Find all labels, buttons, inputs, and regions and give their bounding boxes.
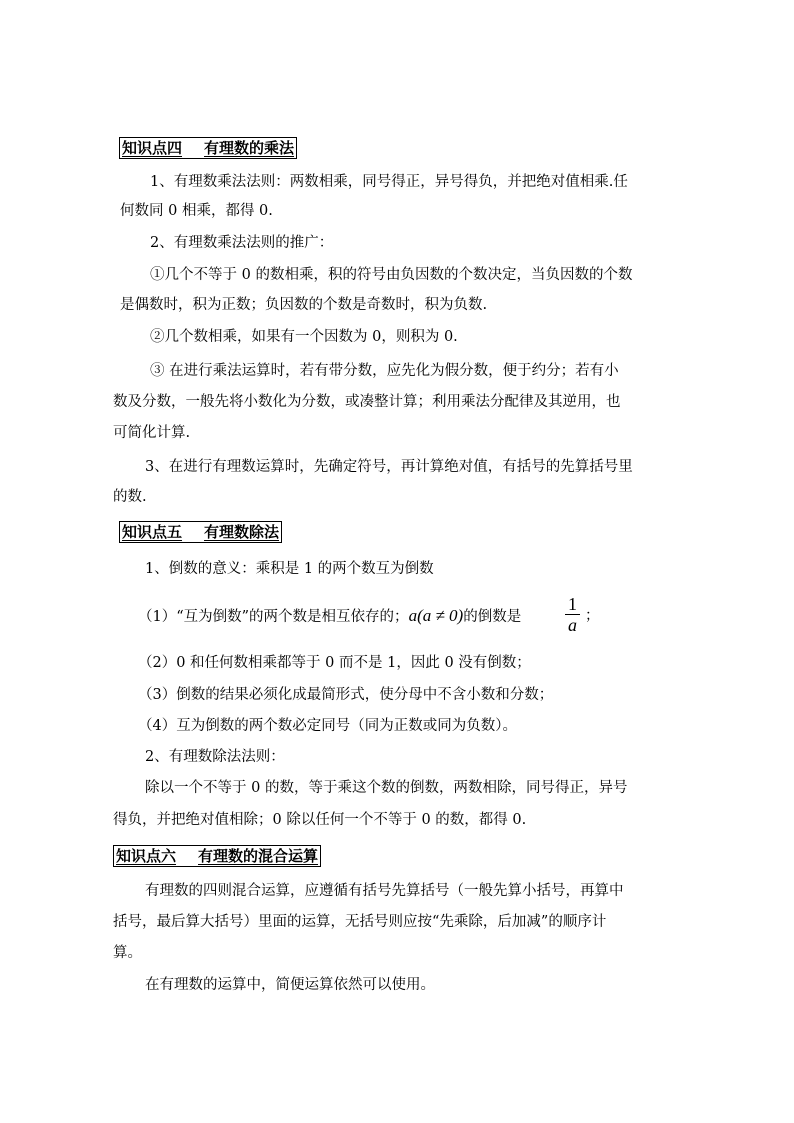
mixed-ops-line1: 有理数的四则混合运算，应遵循有括号先算括号（一般先算小括号，再算中 — [145, 883, 624, 899]
mixed-ops-line3: 算。 — [113, 945, 142, 961]
reciprocal-definition: 1、倒数的意义：乘积是 1 的两个数互为倒数 — [145, 561, 434, 577]
mixed-ops-line2: 括号，最后算大括号）里面的运算，无括号则应按“先乘除，后加减”的顺序计 — [113, 914, 607, 930]
point1-suffix: ； — [585, 608, 600, 624]
section-heading-division — [119, 521, 282, 543]
reciprocal-point-1 — [138, 606, 521, 627]
item3-line2: 数及分数，一般先将小数化为分数，或凑整计算；利用乘法分配律及其逆用，也 — [113, 394, 621, 410]
point1-middle: 的倒数是 — [463, 609, 522, 625]
section-label: 知识点五 — [122, 523, 183, 541]
division-rule-title: 2、有理数除法法则： — [145, 749, 285, 765]
reciprocal-point-4: （4）互为倒数的两个数必定同号（同为正数或同为负数）。 — [138, 718, 517, 734]
section-title: 有理数除法 — [204, 523, 280, 541]
section-title: 有理数的乘法 — [204, 139, 295, 157]
reciprocal-point-2: （2）0 和任何数相乘都等于 0 而不是 1，因此 0 没有倒数； — [138, 655, 531, 671]
fraction-numerator: 1 — [565, 594, 580, 615]
section-label: 知识点六 — [116, 847, 177, 865]
item3-line3: 可简化计算. — [113, 425, 191, 441]
section-label: 知识点四 — [122, 139, 183, 157]
fraction-denominator: a — [568, 615, 577, 635]
rule1-line2: 何数同 0 相乘，都得 0. — [120, 203, 273, 219]
section-heading-multiplication — [119, 137, 297, 159]
rule3-line2: 的数. — [113, 489, 147, 505]
division-rule-line1: 除以一个不等于 0 的数，等于乘这个数的倒数，两数相除，同号得正，异号 — [145, 780, 628, 796]
simplification-note: 在有理数的运算中，简便运算依然可以使用。 — [145, 977, 435, 993]
item2: ②几个数相乘，如果有一个因数为 0，则积为 0. — [150, 329, 458, 345]
item3-line1: ③ 在进行乘法运算时，若有带分数，应先化为假分数，便于约分；若有小 — [150, 363, 619, 379]
rule2-title: 2、有理数乘法法则的推广： — [150, 235, 334, 251]
point1-prefix: （1）“互为倒数”的两个数是相互依存的； — [138, 609, 409, 625]
rule3-line1: 3、在进行有理数运算时，先确定符号，再计算绝对值，有括号的先算括号里 — [145, 459, 633, 475]
item1-line2: 是偶数时，积为正数；负因数的个数是奇数时，积为负数. — [120, 297, 488, 313]
division-rule-line2: 得负，并把绝对值相除；0 除以任何一个不等于 0 的数，都得 0. — [113, 812, 527, 828]
section-heading-mixed-operations — [113, 845, 321, 867]
one-over-a-fraction — [565, 594, 580, 635]
item1-line1: ①几个不等于 0 的数相乘，积的符号由负因数的个数决定，当负因数的个数 — [150, 267, 633, 283]
reciprocal-point-3: （3）倒数的结果必须化成最简形式，使分母中不含小数和分数； — [138, 687, 554, 703]
reciprocal-formula: a(a ≠ 0) — [408, 606, 464, 625]
section-title: 有理数的混合运算 — [198, 847, 319, 865]
rule1-line1: 1、有理数乘法法则：两数相乘，同号得正，异号得负，并把绝对值相乘.任 — [150, 174, 628, 190]
